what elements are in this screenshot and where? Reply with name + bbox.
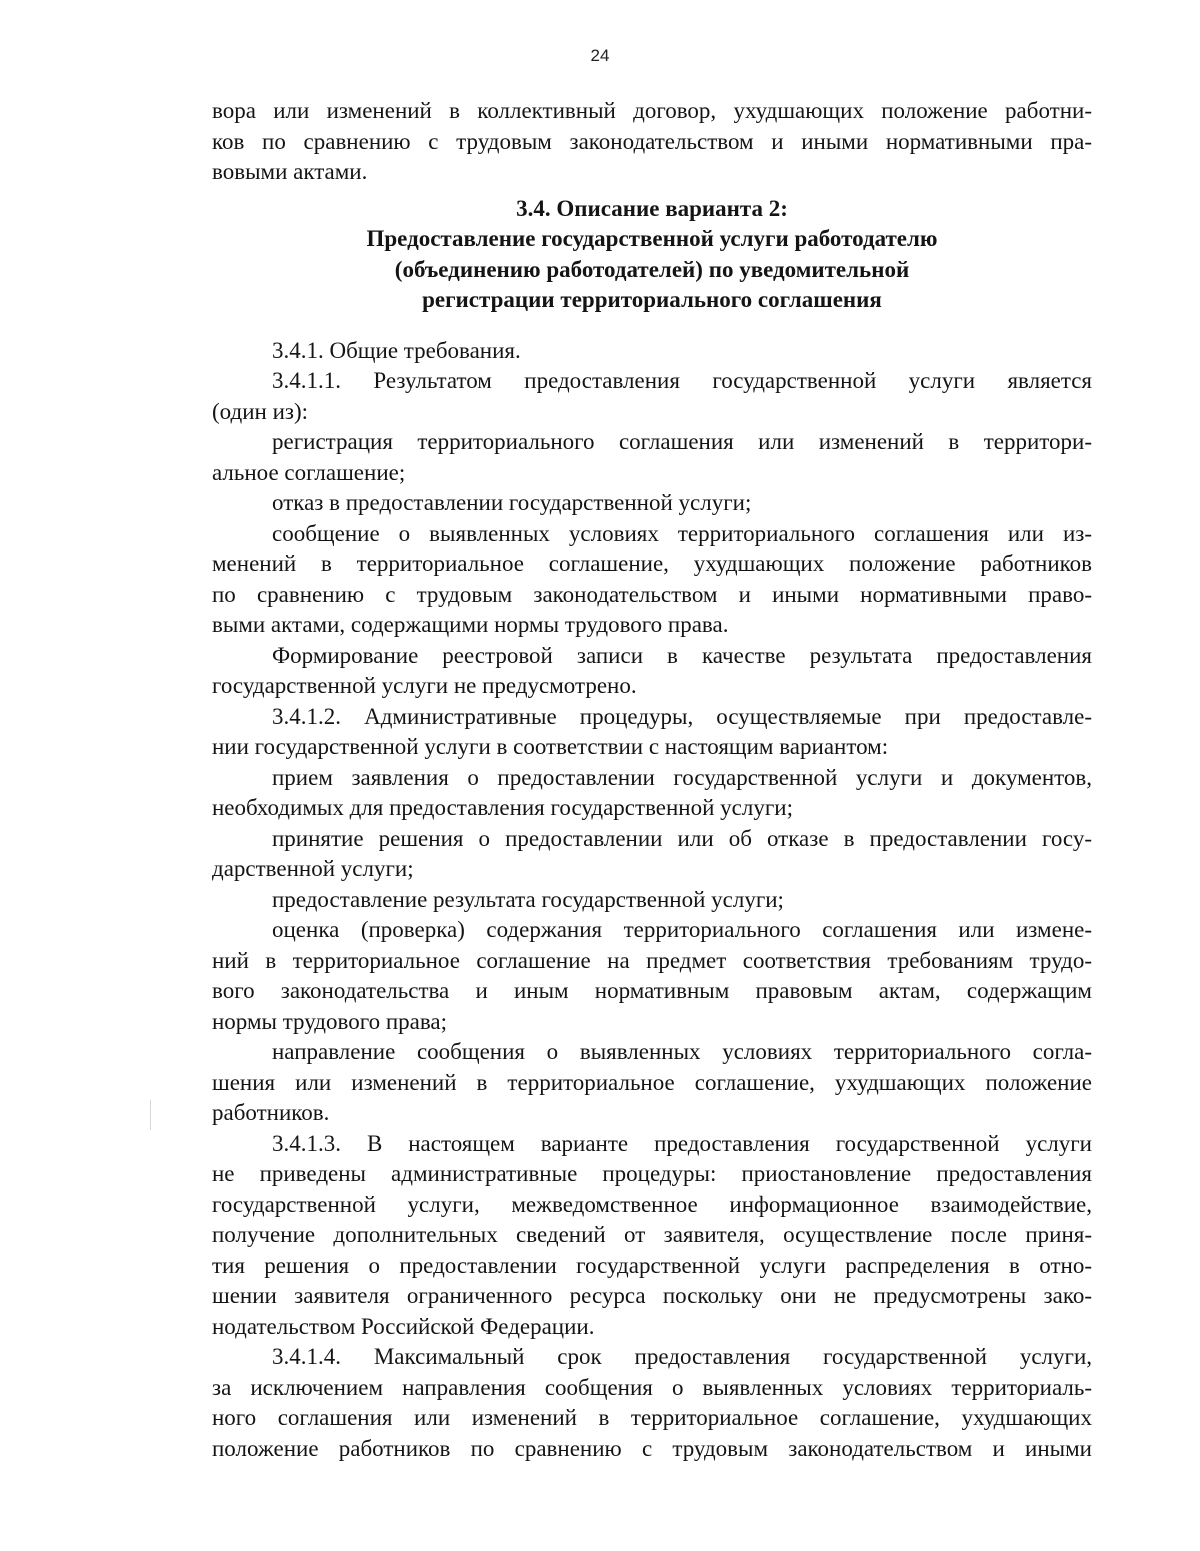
text-line: направление сообщения о выявленных условиях территориального согла- — [272, 1039, 1092, 1064]
text-line: выми актами, содержащими нормы трудового права. — [212, 612, 729, 637]
text-line: нии государственной услуги в соответствии с настоящим вариантом: — [212, 734, 889, 759]
paragraph — [212, 488, 1092, 519]
text-line: ний в территориальное соглашение на предмет соответствия требованиям трудо- — [212, 947, 1092, 973]
text-line: нодательством Российской Федерации. — [212, 1313, 595, 1339]
text-line: регистрация территориального соглашения или изменений в территори- — [272, 429, 1092, 454]
text-line: Формирование реестровой записи в качестве результата предоставления — [272, 642, 1092, 668]
paragraph — [212, 1129, 1092, 1343]
text-line: предоставление результата государственной услуги; — [272, 886, 784, 912]
text-line: положение работников по сравнению с трудовым законодательством и иными — [212, 1435, 1092, 1461]
text-line: необходимых для предоставления государственной услуги; — [212, 795, 793, 820]
text-line: оценка (проверка) содержания территориального соглашения или измене- — [272, 917, 1092, 942]
text-line: дарственной услуги; — [212, 856, 414, 881]
scan-margin-mark — [150, 1100, 151, 1130]
paragraph — [212, 336, 1092, 367]
text-line: шения или изменений в территориальное соглашение, ухудшающих положение — [212, 1069, 1092, 1095]
paragraph — [212, 427, 1092, 488]
text-line: (один из): — [212, 398, 309, 424]
paragraph — [212, 1342, 1092, 1464]
paragraph — [212, 885, 1092, 916]
text-line: получение дополнительных сведений от заявителя, осуществление после приня- — [212, 1222, 1092, 1247]
text-line: ного соглашения или изменений в территориальное соглашение, ухудшающих — [212, 1405, 1092, 1430]
text-line: государственной услуги, межведомственное информационное взаимодействие, — [212, 1191, 1092, 1217]
document-body — [212, 96, 1092, 1464]
text-line: ков по сравнению с трудовым законодательством и иными нормативными пра- — [212, 128, 1092, 154]
page-number: 24 — [590, 46, 610, 65]
paragraph — [212, 915, 1092, 1037]
text-line: нормы трудового права; — [212, 1008, 447, 1034]
intro-paragraph — [212, 96, 1092, 188]
text-line: тия решения о предоставлении государственной услуги распределения в отно- — [212, 1252, 1092, 1278]
text-line: вовыми актами. — [212, 159, 368, 184]
text-line: отказ в предоставлении государственной услуги; — [272, 490, 752, 515]
paragraph — [212, 641, 1092, 702]
text-line: принятие решения о предоставлении или об отказе в предоставлении госу- — [272, 825, 1092, 851]
text-line: альное соглашение; — [212, 459, 406, 485]
text-line: работников. — [212, 1100, 330, 1125]
paragraph — [212, 366, 1092, 427]
text-line: 3.4.1.1. Результатом предоставления государственной услуги является — [272, 368, 1092, 393]
paragraph — [212, 519, 1092, 641]
text-line: государственной услуги не предусмотрено. — [212, 673, 637, 698]
text-line: по сравнению с трудовым законодательством и иными нормативными право- — [212, 581, 1092, 607]
paragraph — [212, 824, 1092, 885]
paragraph — [212, 702, 1092, 763]
text-line: 3.4.1.4. Максимальный срок предоставления государственной услуги, — [272, 1344, 1092, 1369]
text-line: менений в территориальное соглашение, ухудшающих положение работников — [212, 551, 1092, 576]
paragraph — [212, 763, 1092, 824]
text-line: вора или изменений в коллективный договор, ухудшающих положение работни- — [212, 98, 1092, 123]
heading-line: Предоставление государственной услуги работодателю — [366, 226, 938, 251]
paragraph — [212, 1037, 1092, 1129]
text-line: 3.4.1. Общие требования. — [272, 337, 521, 363]
text-line: не приведены административные процедуры: приостановление предоставления — [212, 1161, 1092, 1186]
text-line: прием заявления о предоставлении государственной услуги и документов, — [272, 764, 1092, 790]
text-line: 3.4.1.3. В настоящем варианте предоставления государственной услуги — [272, 1130, 1092, 1156]
paragraph-list — [212, 336, 1092, 1465]
text-line: 3.4.1.2. Административные процедуры, осуществляемые при предоставле- — [272, 703, 1092, 729]
section-heading — [212, 194, 1092, 316]
heading-line: (объединению работодателей) по уведомительной — [394, 256, 910, 282]
text-line: сообщение о выявленных условиях территориального соглашения или из- — [272, 520, 1092, 546]
text-line: вого законодательства и иным нормативным правовым актам, содержащим — [212, 978, 1092, 1003]
text-line: за исключением направления сообщения о выявленных условиях территориаль- — [212, 1374, 1092, 1400]
text-line: шении заявителя ограниченного ресурса поскольку они не предусмотрены зако- — [212, 1283, 1092, 1308]
heading-line: регистрации территориального соглашения — [422, 287, 882, 312]
heading-line: 3.4. Описание варианта 2: — [516, 195, 788, 221]
